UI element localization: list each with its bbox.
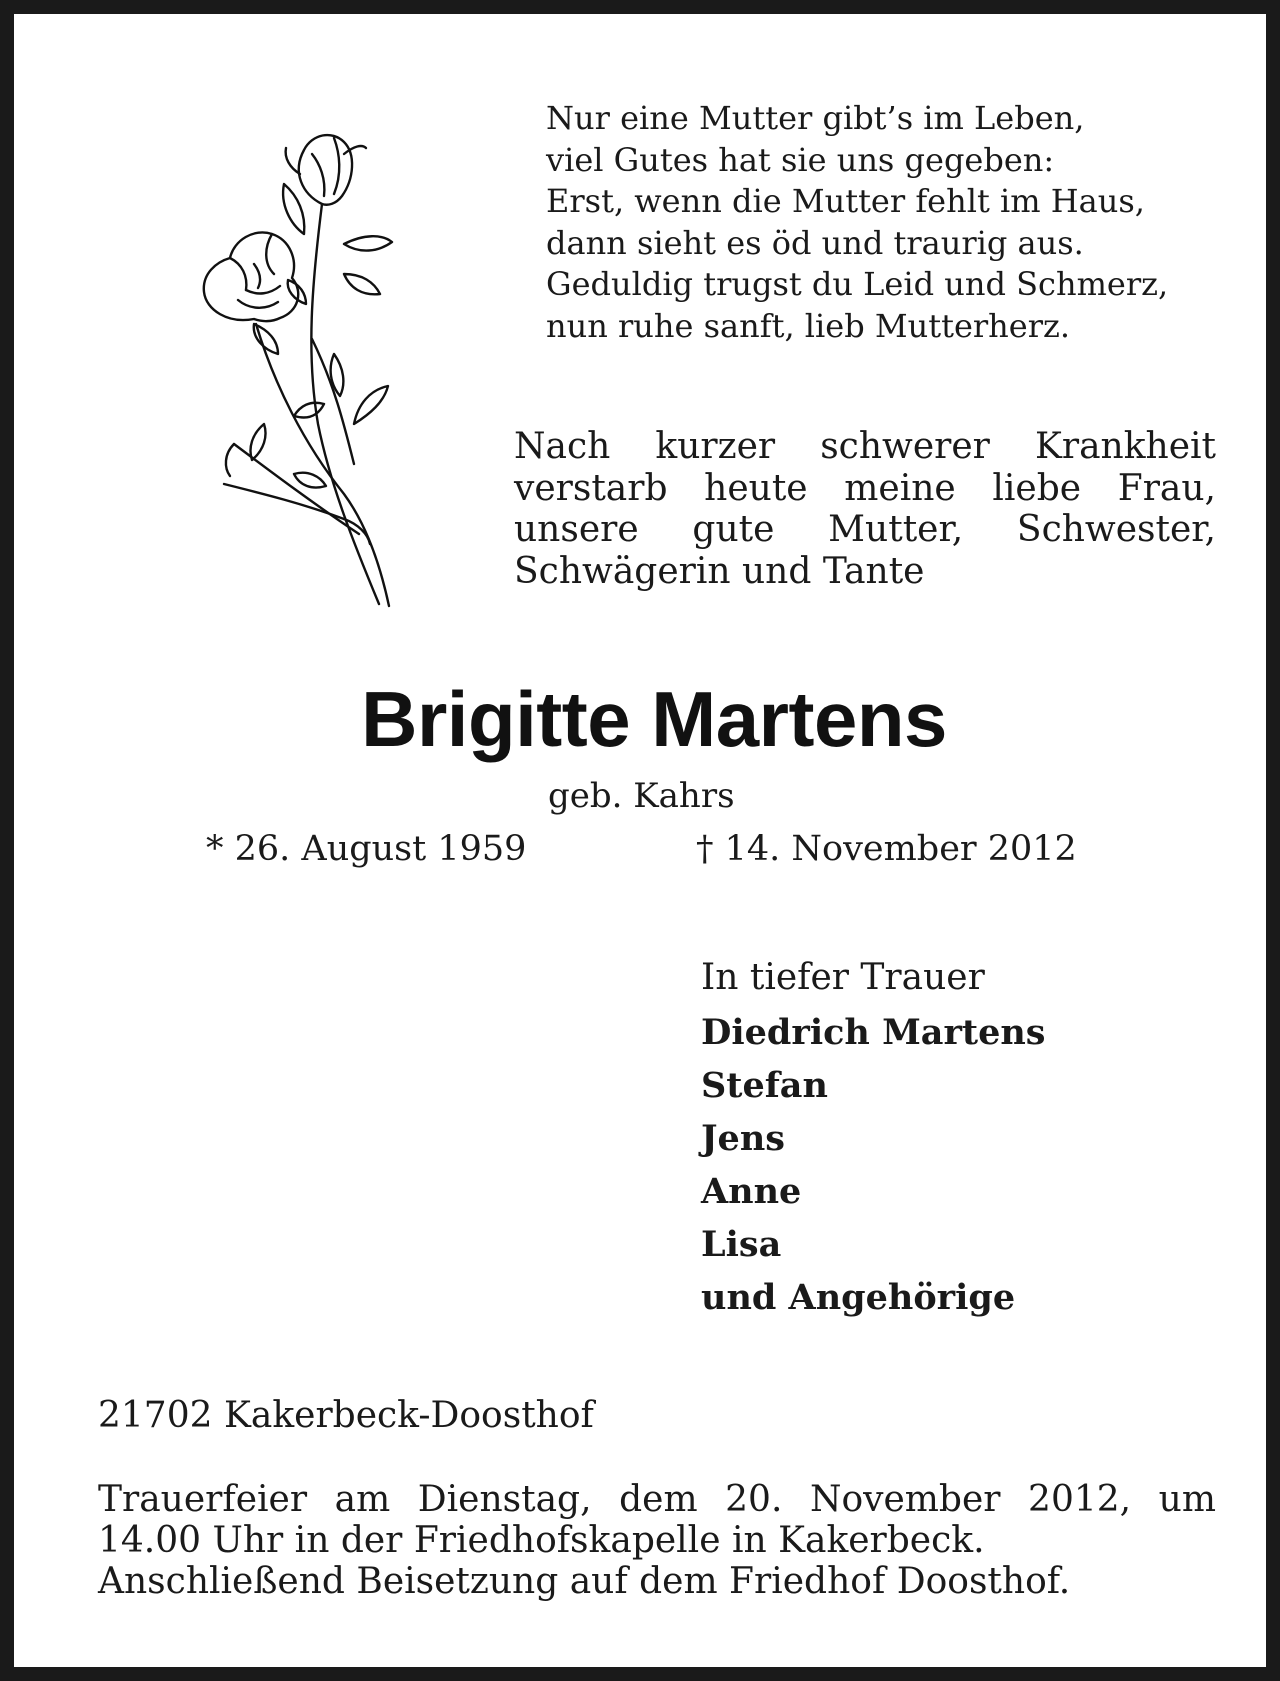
mourner-name: Diedrich Martens [701, 1012, 1046, 1053]
mourner-name: Jens [701, 1118, 785, 1159]
service-line: Anschließend Beisetzung auf dem Friedhof Doosthof. [98, 1561, 1071, 1602]
poem-line: viel Gutes hat sie uns gegeben: [546, 140, 1055, 179]
poem-line: Erst, wenn die Mutter fehlt im Haus, [546, 182, 1145, 220]
mourning-heading: In tiefer Trauer [701, 957, 985, 998]
mourner-name: und Angehörige [701, 1277, 1016, 1318]
poem-line: nun ruhe sanft, lieb Mutterherz. [546, 306, 1071, 345]
mourner-name: Anne [701, 1171, 802, 1212]
poem-line: Nur eine Mutter gibt’s im Leben, [546, 99, 1085, 137]
death-announcement [514, 426, 1216, 592]
poem-line: Geduldig trugst du Leid und Schmerz, [546, 265, 1169, 303]
funeral-service-info [98, 1479, 1216, 1602]
mourner-name: Lisa [701, 1224, 782, 1265]
service-line: 14.00 Uhr in der Friedhofskapelle in Kakerbeck. [98, 1520, 985, 1561]
rose-icon [194, 124, 434, 614]
address: 21702 Kakerbeck-Doosthof [98, 1395, 594, 1436]
deceased-name: Brigitte Martens [361, 675, 947, 763]
maiden-name: geb. Kahrs [548, 776, 735, 816]
poem-line: dann sieht es öd und traurig aus. [546, 223, 1084, 262]
birth-date: * 26. August 1959 [206, 829, 527, 869]
announcement-line: Schwägerin und Tante [514, 550, 925, 592]
mourners-list [701, 1006, 1046, 1324]
announcement-line: unsere gute Mutter, Schwester, [514, 509, 1216, 550]
announcement-line: Nach kurzer schwerer Krankheit [514, 426, 1216, 467]
service-line: Trauerfeier am Dienstag, dem 20. November 2012, um [98, 1479, 1216, 1520]
death-date: † 14. November 2012 [696, 829, 1077, 869]
announcement-line: verstarb heute meine liebe Frau, [514, 467, 1216, 509]
poem [546, 98, 1226, 347]
mourner-name: Stefan [701, 1065, 828, 1106]
